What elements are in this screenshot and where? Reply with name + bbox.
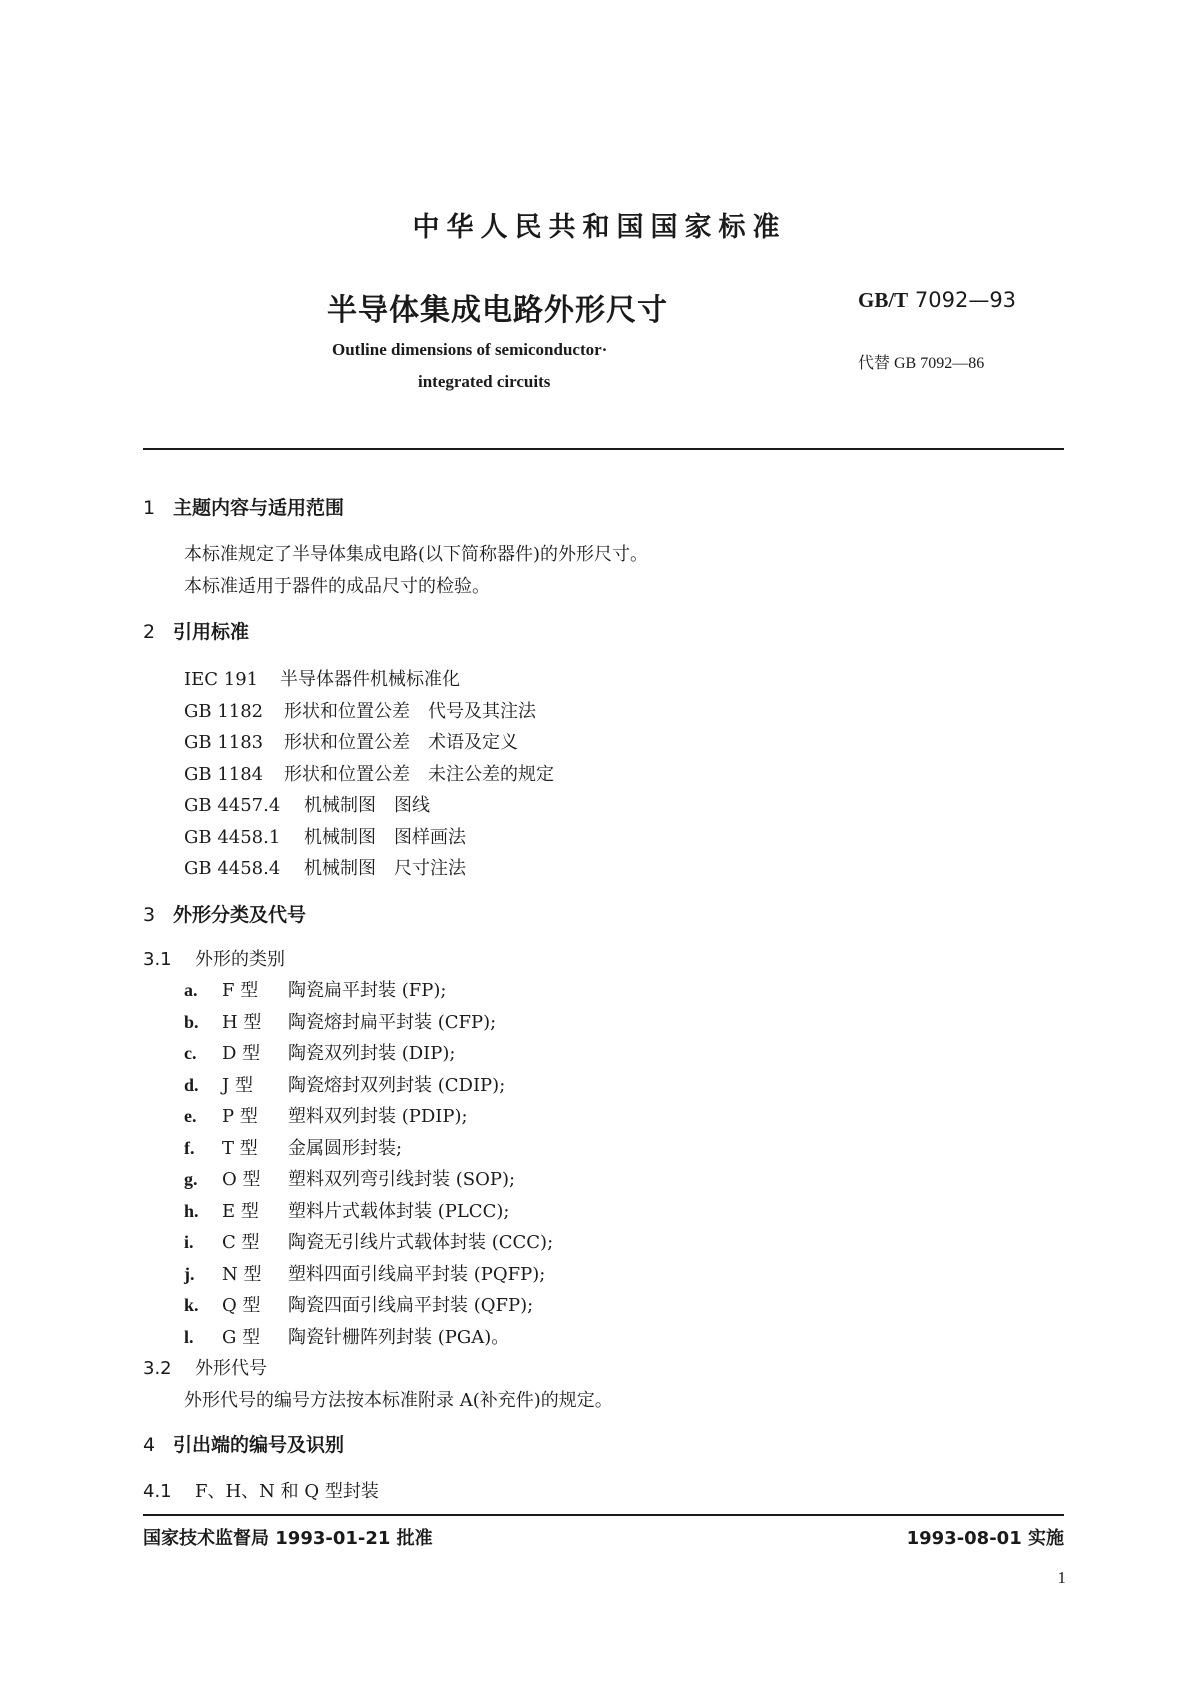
item-type: O 型 [222,1169,261,1190]
reference-code: IEC 191 [184,669,259,690]
section-3-heading [143,900,306,927]
item-description: 塑料片式载体封装 (PLCC); [288,1201,510,1222]
item-type: H 型 [222,1012,262,1033]
standard-prefix: GB/T [858,288,909,312]
section-1-heading [143,493,344,520]
item-description: 金属圆形封装; [288,1138,403,1159]
subsection-4-1-heading [143,1477,379,1503]
item-description: 陶瓷针栅阵列封装 (PGA)。 [288,1327,510,1348]
section-4-heading [143,1430,344,1457]
item-letter: d. [184,1075,199,1095]
item-letter: c. [184,1043,197,1063]
national-standard-heading: 中华人民共和国国家标准 [412,212,787,243]
item-type: Q 型 [222,1295,261,1316]
package-type-item [184,1071,505,1097]
subsection-title: 外形的类别 [195,949,285,970]
subsection-number: 3.1 [143,949,172,970]
package-type-item [184,1260,545,1286]
document-title-en-line1: Outline dimensions of semiconductor· [332,340,608,359]
subsection-number: 4.1 [143,1481,172,1502]
reference-item [184,823,466,849]
section-title: 主题内容与适用范围 [173,497,345,519]
footer-divider [143,1514,1064,1516]
section-number: 3 [143,904,156,926]
subsection-title: F、H、N 和 Q 型封装 [195,1481,379,1502]
package-type-item [184,1165,515,1191]
subsection-title: 外形代号 [195,1358,267,1379]
subsection-3-2-heading [143,1354,267,1380]
item-letter: l. [184,1327,194,1347]
item-letter: f. [184,1138,195,1158]
reference-code: GB 1183 [184,732,264,753]
reference-code: GB 4458.4 [184,858,281,879]
reference-code: GB 1182 [184,701,264,722]
reference-item [184,760,554,786]
item-description: 陶瓷无引线片式载体封装 (CCC); [288,1232,554,1253]
package-type-item [184,1323,509,1349]
approval-statement: 国家技术监督局 1993-01-21 批准 [143,1528,433,1549]
subsection-3-2-paragraph: 外形代号的编号方法按本标准附录 A(补充件)的规定。 [184,1390,613,1411]
item-letter: b. [184,1012,199,1032]
replaces-standard: 代替 GB 7092—86 [858,355,985,372]
section-1-paragraph: 本标准规定了半导体集成电路(以下简称器件)的外形尺寸。 [184,544,649,565]
package-type-item [184,1291,533,1317]
package-type-item [184,976,446,1002]
package-type-item [184,1134,402,1160]
standard-number [858,288,1016,313]
item-description: 陶瓷双列封装 (DIP); [288,1043,456,1064]
reference-title: 形状和位置公差 术语及定义 [284,732,518,753]
reference-title: 形状和位置公差 未注公差的规定 [284,764,554,785]
package-type-item [184,1008,496,1034]
reference-item [184,728,518,754]
document-title-en-line2: integrated circuits [418,372,551,391]
subsection-number: 3.2 [143,1358,172,1379]
reference-code: GB 4458.1 [184,827,281,848]
item-letter: g. [184,1169,198,1189]
item-type: C 型 [222,1232,260,1253]
item-type: F 型 [222,980,259,1001]
section-number: 2 [143,621,156,643]
section-1-paragraph: 本标准适用于器件的成品尺寸的检验。 [184,576,490,597]
standard-code: 7092—93 [914,288,1017,312]
item-type: J 型 [222,1075,253,1096]
package-type-item [184,1197,509,1223]
reference-code: GB 4457.4 [184,795,281,816]
item-description: 陶瓷熔封扁平封装 (CFP); [288,1012,497,1033]
document-title-cn: 半导体集成电路外形尺寸 [327,293,668,328]
subsection-3-1-heading [143,945,285,971]
section-title: 引出端的编号及识别 [173,1434,345,1456]
package-type-item [184,1228,553,1254]
item-letter: j. [184,1264,195,1284]
item-description: 塑料双列弯引线封装 (SOP); [288,1169,516,1190]
effective-date: 1993-08-01 实施 [906,1528,1064,1549]
section-title: 外形分类及代号 [173,904,307,926]
reference-title: 机械制图 图样画法 [304,827,466,848]
item-type: N 型 [222,1264,262,1285]
item-type: D 型 [222,1043,261,1064]
reference-item [184,791,430,817]
item-description: 陶瓷扁平封装 (FP); [288,980,447,1001]
package-type-item [184,1039,455,1065]
section-number: 1 [143,497,156,519]
reference-title: 机械制图 图线 [304,795,430,816]
reference-title: 形状和位置公差 代号及其注法 [284,701,536,722]
item-letter: a. [184,980,198,1000]
reference-title: 半导体器件机械标准化 [280,669,460,690]
item-type: T 型 [222,1138,258,1159]
section-2-heading [143,617,249,644]
item-letter: e. [184,1106,197,1126]
item-description: 陶瓷熔封双列封装 (CDIP); [288,1075,506,1096]
item-description: 塑料双列封装 (PDIP); [288,1106,468,1127]
package-type-item [184,1102,468,1128]
item-description: 塑料四面引线扁平封装 (PQFP); [288,1264,546,1285]
item-type: E 型 [222,1201,259,1222]
item-description: 陶瓷四面引线扁平封装 (QFP); [288,1295,534,1316]
section-title: 引用标准 [173,621,250,643]
reference-item [184,697,536,723]
reference-item [184,665,460,691]
reference-item [184,854,466,880]
reference-code: GB 1184 [184,764,264,785]
section-number: 4 [143,1434,156,1456]
item-letter: i. [184,1232,194,1252]
item-letter: h. [184,1201,199,1221]
item-type: G 型 [222,1327,261,1348]
header-divider [143,448,1064,450]
item-type: P 型 [222,1106,258,1127]
item-letter: k. [184,1295,199,1315]
reference-title: 机械制图 尺寸注法 [304,858,466,879]
page-number: 1 [1057,1568,1066,1587]
